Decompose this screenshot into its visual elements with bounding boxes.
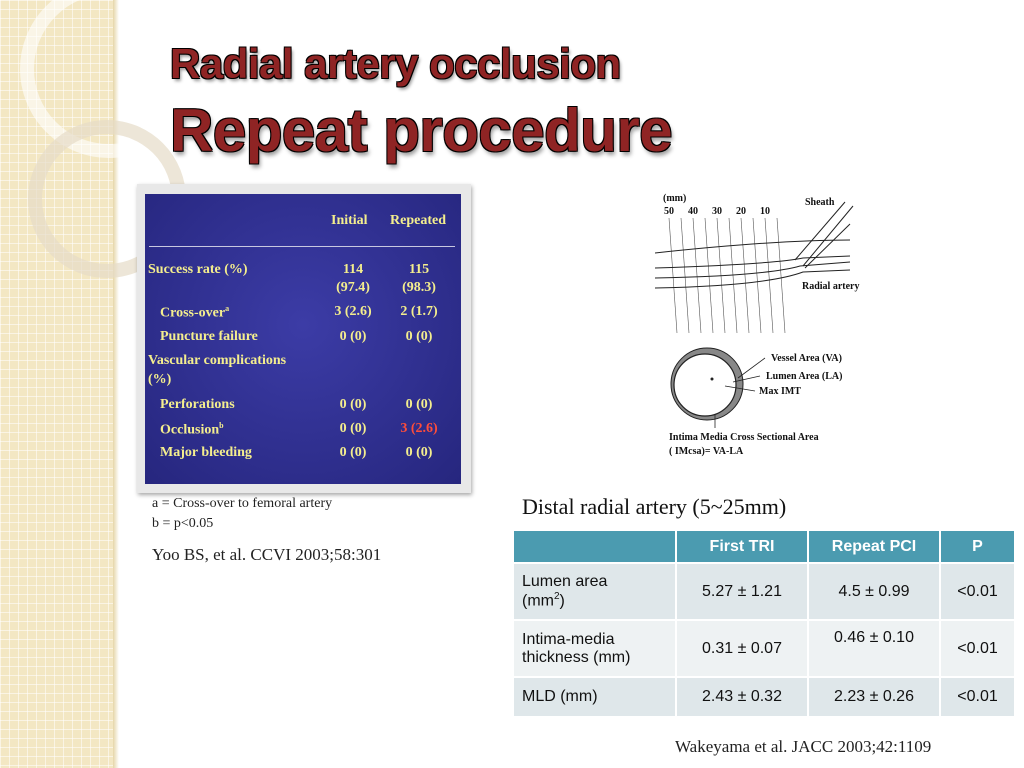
lumen-area-label: Lumen Area (LA) [766, 371, 843, 382]
imcsa-label-line2: ( IMcsa)= VA-LA [669, 446, 744, 457]
row-label-perforations: Perforations [160, 397, 235, 412]
diagram-unit-label: (mm) [663, 193, 687, 204]
header-first-tri: First TRI [676, 530, 808, 563]
diagram-tick-20: 20 [736, 206, 746, 217]
header-p: P [940, 530, 1015, 563]
vessel-area-label: Vessel Area (VA) [771, 353, 842, 364]
cross-section-icon [671, 348, 765, 428]
imt-first: 0.31 ± 0.07 [676, 620, 808, 677]
lumen-p: <0.01 [940, 563, 1015, 620]
mld-repeat: 2.23 ± 0.26 [808, 677, 940, 717]
sheath-artery-diagram [655, 188, 885, 468]
occlusion-initial: 0 (0) [339, 421, 367, 436]
col-initial-header: Initial [331, 213, 368, 228]
row-label-puncture: Puncture failure [160, 329, 258, 344]
max-imt-label: Max IMT [759, 386, 801, 397]
success-initial-pct: (97.4) [336, 280, 370, 295]
imt-repeat: 0.46 ± 0.10 [808, 620, 940, 677]
slide-title: Radial artery occlusion [170, 40, 621, 87]
occlusion-repeated: 3 (2.6) [400, 421, 438, 436]
citation-yoo: Yoo BS, et al. CCVI 2003;58:301 [152, 545, 382, 564]
lumen-repeat: 4.5 ± 0.99 [808, 563, 940, 620]
puncture-repeated: 0 (0) [405, 329, 433, 344]
table-header-row [513, 530, 1015, 563]
col-repeated-header: Repeated [390, 213, 446, 228]
table-row [513, 677, 1015, 717]
lumen-first: 5.27 ± 1.21 [676, 563, 808, 620]
success-repeated: 115 [408, 262, 430, 277]
diagram-tick-10: 10 [760, 206, 770, 217]
crossover-repeated: 2 (1.7) [400, 304, 438, 319]
header-divider [149, 246, 455, 247]
diagram-tick-50: 50 [664, 206, 674, 217]
bleeding-repeated: 0 (0) [405, 445, 433, 460]
distal-heading: Distal radial artery (5~25mm) [522, 494, 787, 519]
perforations-repeated: 0 (0) [405, 397, 433, 412]
row-label-crossover: Cross-over$^a$ [160, 304, 230, 321]
slide-subtitle: Repeat procedure [170, 97, 673, 164]
row-label-vascular: Vascular complications [148, 353, 287, 368]
footnote-b: b = p<0.05 [152, 516, 214, 531]
row-label-success: Success rate (%) [148, 262, 248, 277]
outcomes-table-image [137, 184, 471, 493]
header-repeat-pci: Repeat PCI [808, 530, 940, 563]
distal-artery-table [512, 529, 1016, 718]
table-row [513, 563, 1015, 620]
diagram-tick-40: 40 [688, 206, 698, 217]
citation-wakeyama: Wakeyama et al. JACC 2003;42:1109 [675, 737, 932, 756]
mld-first: 2.43 ± 0.32 [676, 677, 808, 717]
crossover-initial: 3 (2.6) [334, 304, 372, 319]
bleeding-initial: 0 (0) [339, 445, 367, 460]
success-initial: 114 [342, 262, 364, 277]
mld-p: <0.01 [940, 677, 1015, 717]
imcsa-label-line1: Intima Media Cross Sectional Area [669, 432, 819, 443]
row-label-vascular-unit: (%) [148, 372, 172, 387]
perforations-initial: 0 (0) [339, 397, 367, 412]
radial-artery-label: Radial artery [802, 281, 860, 292]
table-row [513, 620, 1015, 677]
row-label-bleeding: Major bleeding [160, 445, 252, 460]
footnote-a: a = Cross-over to femoral artery [152, 496, 333, 511]
puncture-initial: 0 (0) [339, 329, 367, 344]
row-label-lumen: Lumen area $(mm^2)$ [513, 563, 676, 620]
row-label-mld: MLD (mm) [513, 677, 676, 717]
row-label-occlusion: Occlusion$^b$ [160, 421, 224, 438]
sheath-label: Sheath [805, 197, 835, 208]
outcomes-table-panel [145, 194, 461, 484]
success-repeated-pct: (98.3) [402, 280, 436, 295]
header-blank [513, 530, 676, 563]
row-label-imt: Intima-media thickness (mm) [513, 620, 676, 677]
imt-p: <0.01 [940, 620, 1015, 677]
diagram-tick-30: 30 [712, 206, 722, 217]
